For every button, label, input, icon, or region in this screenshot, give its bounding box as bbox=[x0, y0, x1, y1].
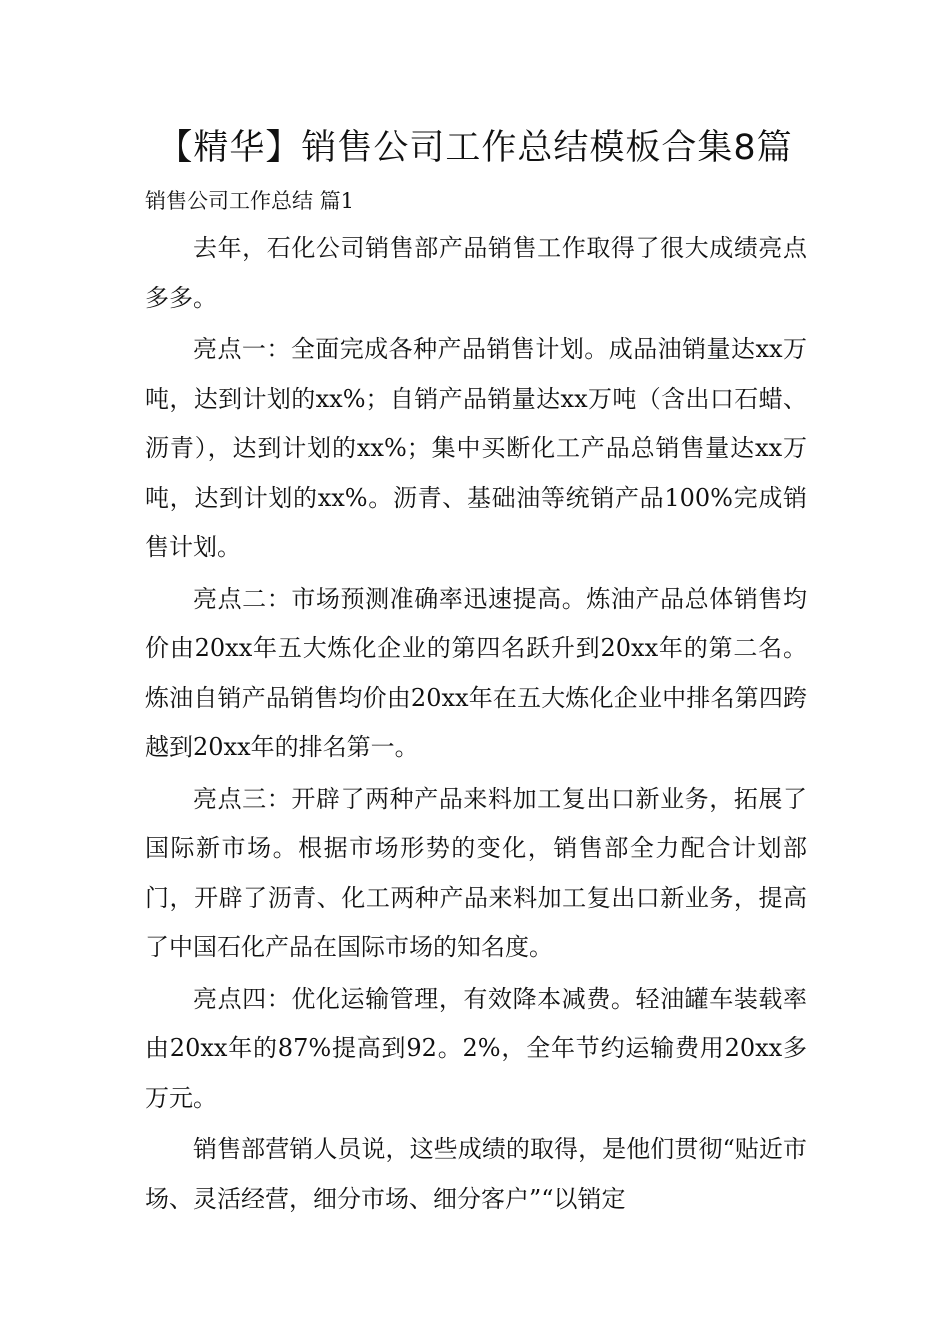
paragraph-intro: 去年，石化公司销售部产品销售工作取得了很大成绩亮点多多。 bbox=[145, 234, 807, 312]
document-title: 【精华】销售公司工作总结模板合集8篇 bbox=[157, 128, 793, 168]
paragraph-highlight-3: 亮点三：开辟了两种产品来料加工复出口新业务，拓展了国际新市场。根据市场形势的变化，销售部全力配合计划部门，开辟了沥青、化工两种产品来料加工复出口新业务，提高了中国石化产品在国际市场的知名度。 bbox=[145, 784, 807, 961]
document-body bbox=[145, 224, 807, 1226]
paragraph-highlight-1: 亮点一：全面完成各种产品销售计划。成品油销量达xx万吨，达到计划的xx%；自销产品销量达xx万吨（含出口石蜡、沥青），达到计划的xx%；集中买断化工产品总销售量达xx万吨，达到计划的xx%。沥青、基础油等统销产品100%完成销售计划。 bbox=[145, 335, 807, 561]
section-heading: 销售公司工作总结 篇1 bbox=[145, 189, 355, 213]
paragraph-highlight-2: 亮点二：市场预测准确率迅速提高。炼油产品总体销售均价由20xx年五大炼化企业的第四名跃升到20xx年的第二名。炼油自销产品销售均价由20xx年在五大炼化企业中排名第四跨越到20xx年的排名第一。 bbox=[145, 584, 807, 761]
paragraph-conclusion: 销售部营销人员说，这些成绩的取得，是他们贯彻“贴近市场、灵活经营，细分市场、细分客户”“以销定 bbox=[145, 1135, 807, 1213]
paragraph-highlight-4: 亮点四：优化运输管理，有效降本减费。轻油罐车装载率由20xx年的87%提高到92。2%，全年节约运输费用20xx多万元。 bbox=[145, 984, 807, 1112]
